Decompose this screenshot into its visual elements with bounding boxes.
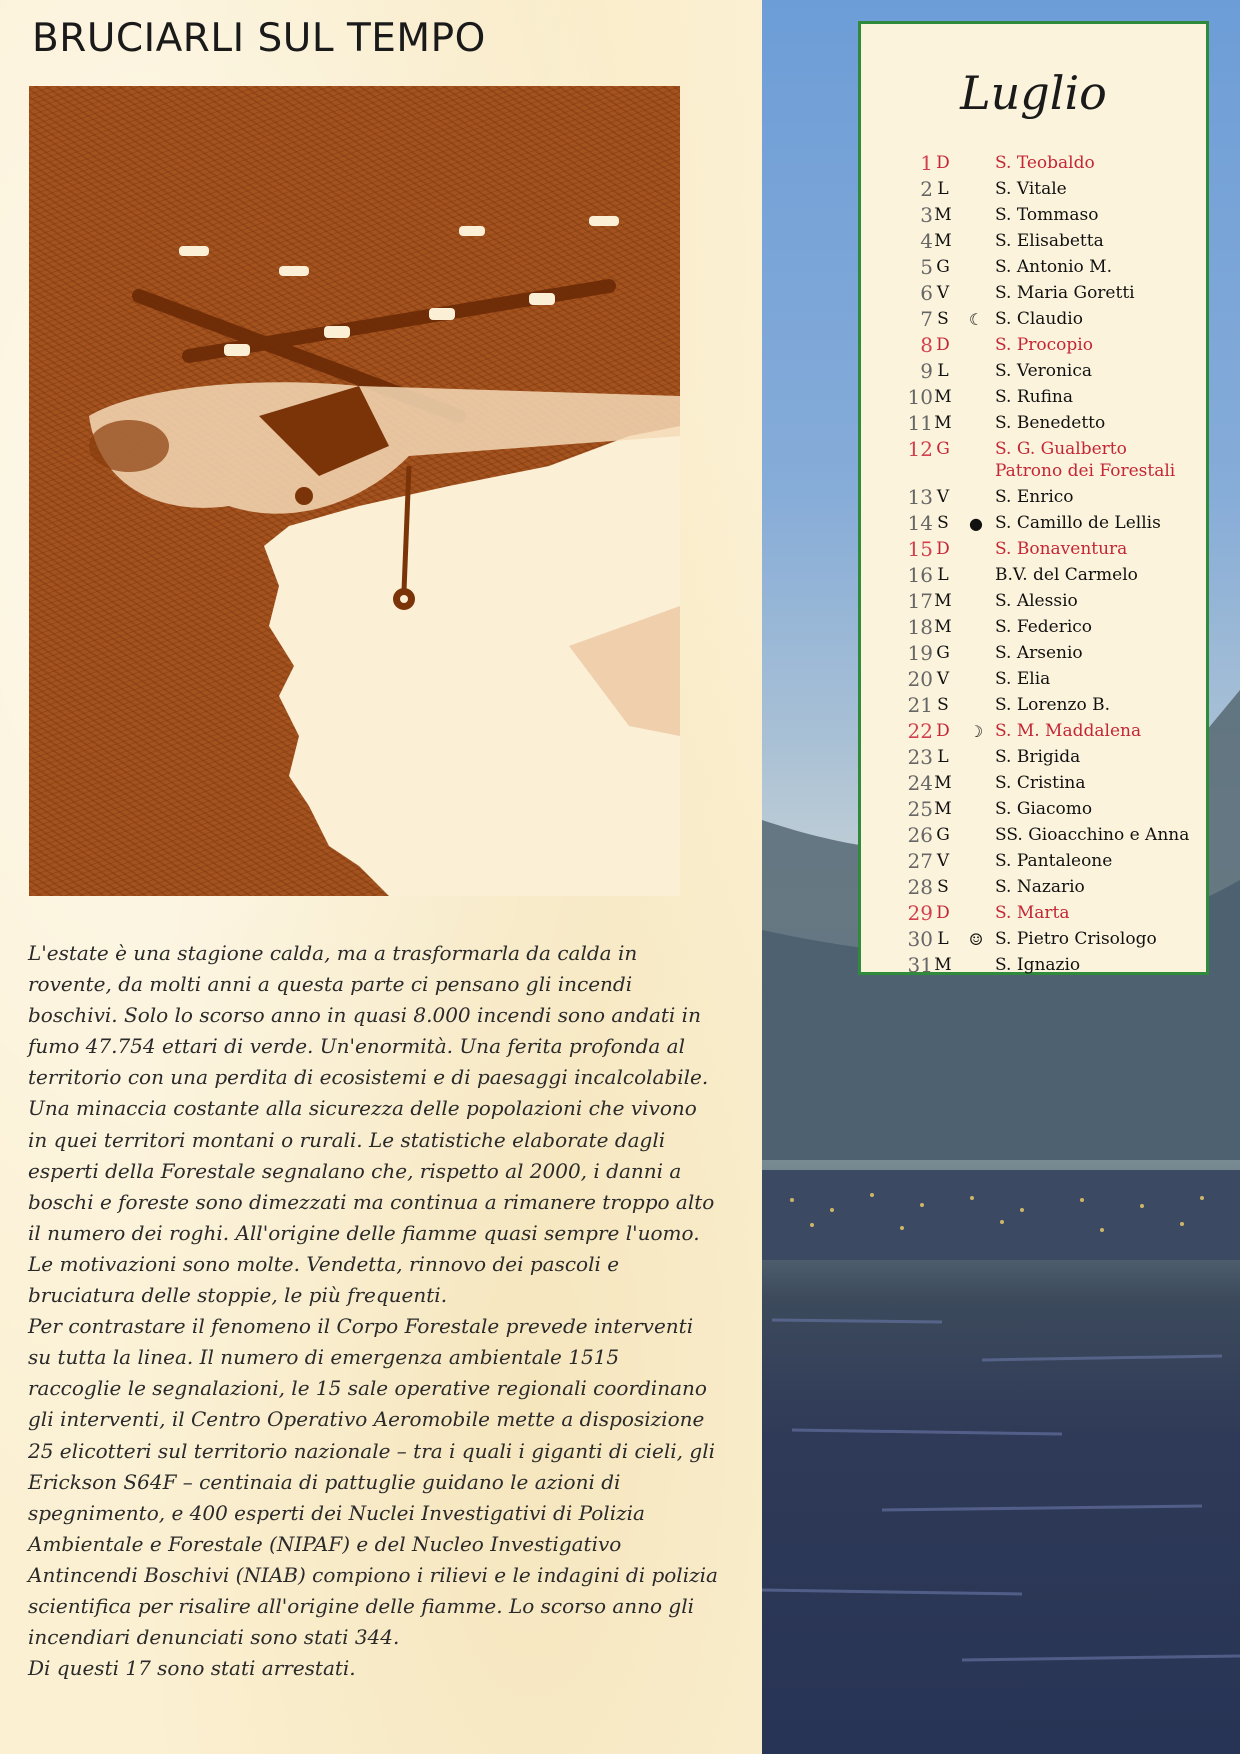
saint-name: B.V. del Carmelo <box>995 565 1138 585</box>
weekday-letter: S <box>937 513 949 533</box>
saint-name: S. Enrico <box>995 487 1074 507</box>
weekday-letter: L <box>937 929 949 949</box>
saint-name: S. Teobaldo <box>995 153 1095 173</box>
calendar-day-row <box>861 927 1212 953</box>
saint-name: S. Brigida <box>995 747 1081 767</box>
saint-name: S. M. Maddalena <box>995 721 1142 741</box>
weekday-letter: L <box>937 361 949 381</box>
weekday-letter: D <box>936 539 950 559</box>
day-number: 29 <box>907 901 933 925</box>
article-title: BRUCIARLI SUL TEMPO <box>32 16 486 61</box>
weekday-letter: M <box>934 617 952 637</box>
saint-name: S. Pantaleone <box>995 851 1113 871</box>
weekday-letter: S <box>937 877 949 897</box>
day-number: 21 <box>907 693 933 717</box>
day-number: 3 <box>920 203 933 227</box>
weekday-letter: V <box>936 851 950 871</box>
first-quarter-moon-icon: ☾ <box>968 310 984 329</box>
saint-name-line2: Patrono dei Forestali <box>995 461 1176 481</box>
day-number: 23 <box>907 745 933 769</box>
weekday-letter: G <box>936 439 950 459</box>
calendar-day-row <box>861 875 1212 901</box>
calendar <box>858 21 1209 975</box>
saint-name: S. Cristina <box>995 773 1086 793</box>
weekday-letter: M <box>934 773 952 793</box>
saint-name: S. Federico <box>995 617 1093 637</box>
new-moon-icon: ● <box>969 514 983 533</box>
calendar-day-row <box>861 255 1212 281</box>
day-number: 14 <box>907 511 933 535</box>
day-number: 19 <box>907 641 933 665</box>
day-number: 5 <box>920 255 933 279</box>
calendar-day-row <box>861 537 1212 563</box>
weekday-letter: V <box>936 669 950 689</box>
day-number: 25 <box>907 797 933 821</box>
saint-name: S. Nazario <box>995 877 1085 897</box>
day-number: 6 <box>920 281 933 305</box>
article-body <box>28 938 718 1684</box>
day-number: 22 <box>907 719 933 743</box>
saint-name: S. Bonaventura <box>995 539 1128 559</box>
day-number: 9 <box>920 359 933 383</box>
saint-name: S. Alessio <box>995 591 1078 611</box>
weekday-letter: S <box>937 695 949 715</box>
helicopter-illustration <box>29 86 680 896</box>
calendar-day-row <box>861 849 1212 875</box>
calendar-day-row <box>861 667 1212 693</box>
weekday-letter: M <box>934 205 952 225</box>
calendar-day-row <box>861 229 1212 255</box>
day-number: 2 <box>920 177 933 201</box>
calendar-day-row <box>861 745 1212 771</box>
calendar-day-row <box>861 511 1212 537</box>
calendar-day-row <box>861 589 1212 615</box>
weekday-letter: M <box>934 413 952 433</box>
month-title: Luglio <box>960 66 1107 120</box>
day-number: 18 <box>907 615 933 639</box>
saint-name: S. Elisabetta <box>995 231 1104 251</box>
calendar-day-row <box>861 437 1212 481</box>
saint-name: S. Pietro Crisologo <box>995 929 1157 949</box>
weekday-letter: M <box>934 591 952 611</box>
weekday-letter: S <box>937 309 949 329</box>
saint-name: S. Arsenio <box>995 643 1083 663</box>
saint-name: S. Veronica <box>995 361 1093 381</box>
calendar-day-row <box>861 719 1212 745</box>
helicopter-photo <box>29 86 680 896</box>
calendar-day-row <box>861 359 1212 385</box>
weekday-letter: D <box>936 903 950 923</box>
calendar-day-row <box>861 151 1212 177</box>
calendar-day-row <box>861 203 1212 229</box>
saint-name: S. Claudio <box>995 309 1083 329</box>
calendar-day-row <box>861 333 1212 359</box>
day-number: 8 <box>920 333 933 357</box>
saint-name: S. Elia <box>995 669 1051 689</box>
weekday-letter: L <box>937 179 949 199</box>
weekday-letter: G <box>936 257 950 277</box>
calendar-day-row <box>861 411 1212 437</box>
calendar-day-row <box>861 307 1212 333</box>
weekday-letter: V <box>936 487 950 507</box>
calendar-day-row <box>861 771 1212 797</box>
article-paragraph: Per contrastare il fenomeno il Corpo Forestale prevede interventi su tutta la linea. Il numero di emergenza ambientale 1515 raccoglie le segnalazioni, le 15 sale operative regionali coordinano gli interventi, il Centro Operativo Aeromobile mette a disposizione 25 elicotteri sul territorio nazionale – tra i quali i giganti di cieli, gli Erickson S64F – centinaia di pattuglie guidano le azioni di spegnimento, e 400 esperti dei Nuclei Investigativi di Polizia Ambientale e Forestale (NIPAF) e del Nucleo Investigativo Antincendi Boschivi (NIAB) compiono i rilievi e le indagini di polizia scientifica per risalire all'origine delle fiamme. Lo scorso anno gli incendiari denunciati sono stati 344. <box>28 1314 718 1650</box>
calendar-day-row <box>861 797 1212 823</box>
saint-name: S. Tommaso <box>995 205 1099 225</box>
calendar-day-row <box>861 693 1212 719</box>
calendar-day-row <box>861 953 1212 979</box>
calendar-day-row <box>861 385 1212 411</box>
article-paragraph: L'estate è una stagione calda, ma a trasformarla da calda in rovente, da molti anni a questa parte ci pensano gli incendi boschivi. Solo lo scorso anno in quasi 8.000 incendi sono andati in fumo 47.754 ettari di verde. Un'enormità. Una ferita profonda al territorio con una perdita di ecosistemi e di paesaggi incalcolabile. Una minaccia costante alla sicurezza delle popolazioni che vivono in quei territori montani o rurali. Le statistiche elaborate dagli esperti della Forestale segnalano che, rispetto al 2000, i danni a boschi e foreste sono dimezzati ma continua a rimanere troppo alto il numero dei roghi. All'origine delle fiamme quasi sempre l'uomo. Le motivazioni sono molte. Vendetta, rinnovo dei pascoli e bruciatura delle stoppie, le più frequenti. <box>28 941 715 1308</box>
saint-name: S. Maria Goretti <box>995 283 1135 303</box>
day-number: 17 <box>907 589 933 613</box>
calendar-day-row <box>861 177 1212 203</box>
saint-name: S. Rufina <box>995 387 1074 407</box>
day-number: 31 <box>907 953 933 977</box>
calendar-day-row <box>861 281 1212 307</box>
calendar-day-row <box>861 615 1212 641</box>
weekday-letter: G <box>936 825 950 845</box>
weekday-letter: D <box>936 335 950 355</box>
day-number: 13 <box>907 485 933 509</box>
day-number: 30 <box>907 927 933 951</box>
saint-name: S. Giacomo <box>995 799 1093 819</box>
saint-name: S. Ignazio <box>995 955 1081 975</box>
day-number: 7 <box>920 307 933 331</box>
saint-name: SS. Gioacchino e Anna <box>995 825 1190 845</box>
weekday-letter: V <box>936 283 950 303</box>
saint-name: S. G. Gualberto <box>995 439 1127 459</box>
weekday-letter: L <box>937 565 949 585</box>
day-number: 24 <box>907 771 933 795</box>
weekday-letter: M <box>934 955 952 975</box>
day-number: 11 <box>907 411 933 435</box>
day-number: 4 <box>920 229 933 253</box>
calendar-day-row <box>861 901 1212 927</box>
full-moon-icon: ☺ <box>968 930 984 949</box>
last-quarter-moon-icon: ☽ <box>968 722 984 741</box>
day-number: 16 <box>907 563 933 587</box>
saint-name: S. Vitale <box>995 179 1067 199</box>
saint-name: S. Benedetto <box>995 413 1106 433</box>
calendar-day-row <box>861 563 1212 589</box>
weekday-letter: M <box>934 231 952 251</box>
day-number: 12 <box>907 437 933 461</box>
day-number: 27 <box>907 849 933 873</box>
day-number: 10 <box>907 385 933 409</box>
saint-name: S. Lorenzo B. <box>995 695 1110 715</box>
weekday-letter: D <box>936 153 950 173</box>
day-number: 20 <box>907 667 933 691</box>
article-paragraph: Di questi 17 sono stati arrestati. <box>28 1656 356 1681</box>
weekday-letter: L <box>937 747 949 767</box>
day-number: 15 <box>907 537 933 561</box>
weekday-letter: M <box>934 387 952 407</box>
calendar-day-row <box>861 641 1212 667</box>
day-number: 1 <box>920 151 933 175</box>
weekday-letter: D <box>936 721 950 741</box>
weekday-letter: M <box>934 799 952 819</box>
saint-name: S. Procopio <box>995 335 1093 355</box>
saint-name: S. Antonio M. <box>995 257 1112 277</box>
weekday-letter: G <box>936 643 950 663</box>
saint-name: S. Camillo de Lellis <box>995 513 1161 533</box>
saint-name: S. Marta <box>995 903 1070 923</box>
calendar-day-row <box>861 485 1212 511</box>
day-number: 28 <box>907 875 933 899</box>
day-number: 26 <box>907 823 933 847</box>
calendar-day-row <box>861 823 1212 849</box>
